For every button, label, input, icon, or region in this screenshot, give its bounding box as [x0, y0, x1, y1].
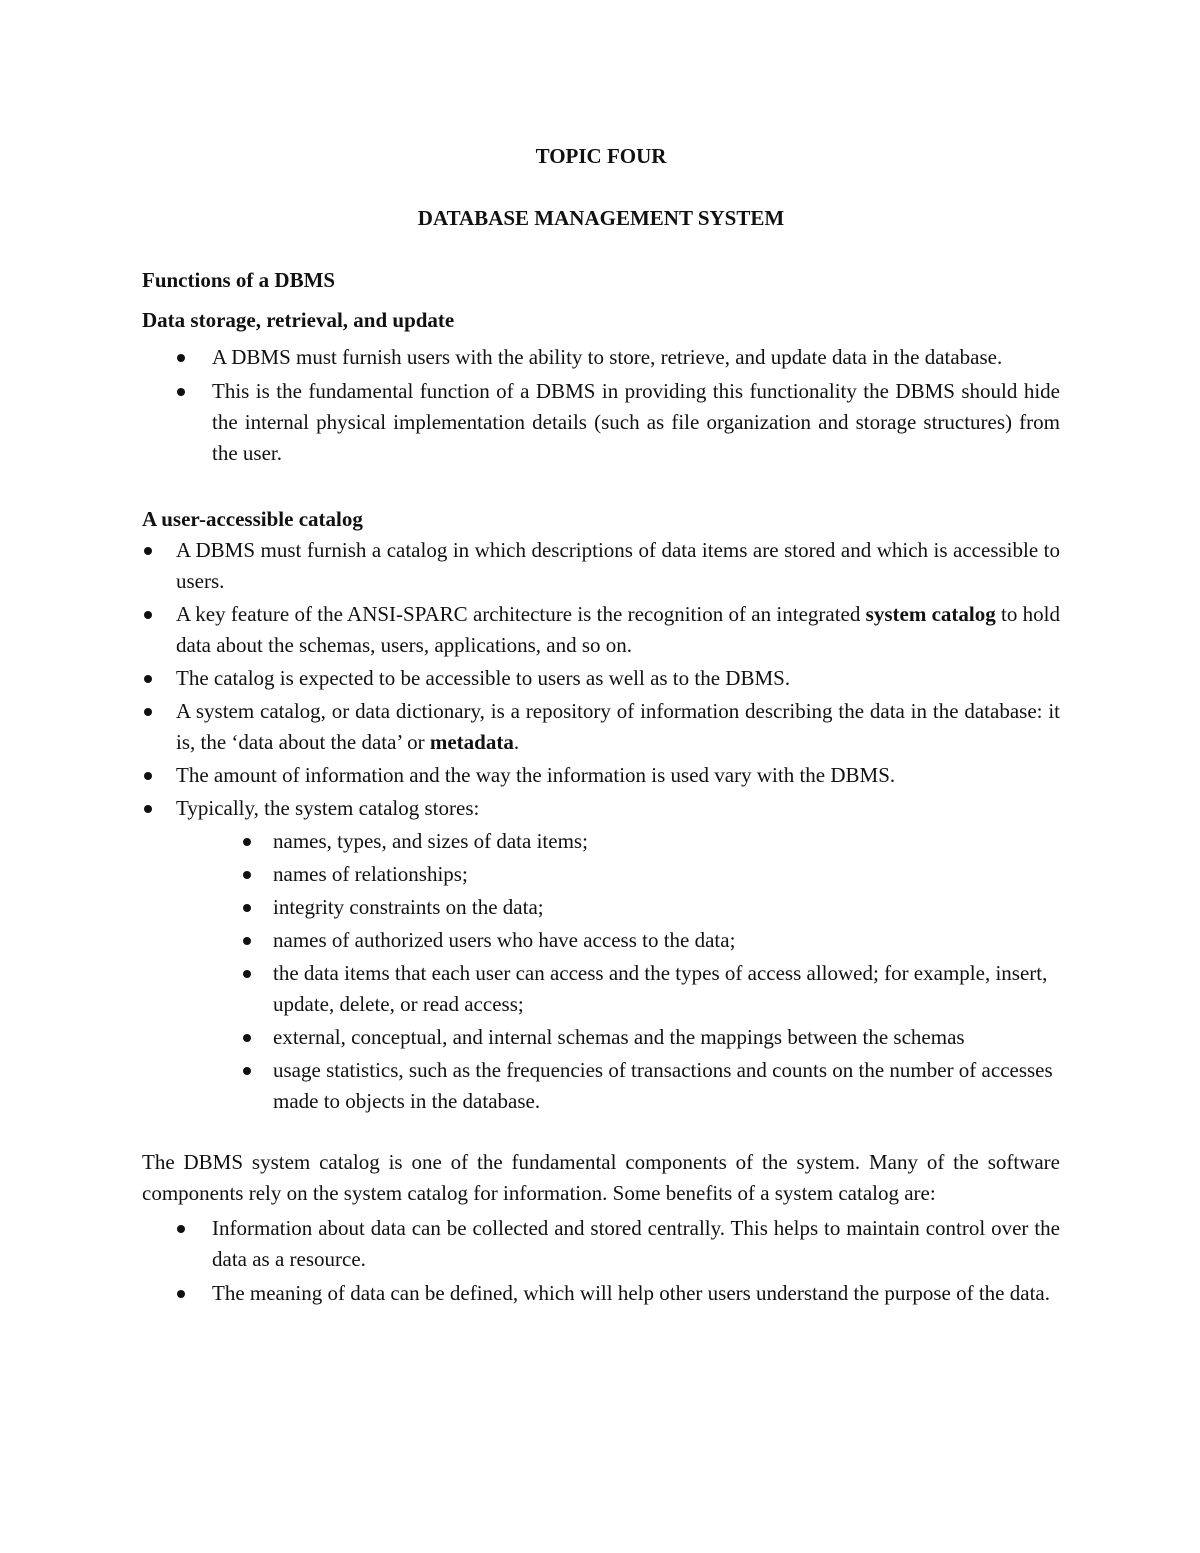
list-item: The meaning of data can be defined, which will help other users understand the purpose of the data.	[212, 1278, 1060, 1309]
list-item: This is the fundamental function of a DBMS in providing this functionality the DBMS should hide the internal physical implementation details (such as file organization and storage structures) from the user.	[212, 376, 1060, 469]
list-item-text: A key feature of the ANSI-SPARC architecture is the recognition of an integrated	[176, 602, 866, 626]
catalog-stores-list	[142, 826, 1060, 1117]
bold-term: system catalog	[865, 602, 996, 626]
list-item: the data items that each user can access and the types of access allowed; for example, insert, update, delete, or read access;	[273, 958, 1060, 1020]
document-body	[142, 140, 1060, 1312]
section-heading-storage: Data storage, retrieval, and update	[142, 308, 455, 332]
benefits-list	[142, 1213, 1060, 1309]
list-item: usage statistics, such as the frequencies of transactions and counts on the number of accesses made to objects in the database.	[273, 1055, 1060, 1117]
list-item	[176, 599, 1060, 661]
list-item: The catalog is expected to be accessible to users as well as to the DBMS.	[176, 663, 1060, 694]
document-subtitle: DATABASE MANAGEMENT SYSTEM	[417, 206, 785, 230]
list-item: names, types, and sizes of data items;	[273, 826, 1060, 857]
list-item: names of relationships;	[273, 859, 1060, 890]
section-heading-catalog: A user-accessible catalog	[142, 507, 363, 531]
benefits-paragraph: The DBMS system catalog is one of the fundamental components of the system. Many of the software components rely on the system catalog for information. Some benefits of a system catalog are:	[142, 1150, 1060, 1205]
catalog-list	[142, 535, 1060, 824]
list-item: Typically, the system catalog stores:	[176, 793, 1060, 824]
list-item: Information about data can be collected and stored centrally. This helps to maintain control over the data as a resource.	[212, 1213, 1060, 1275]
list-item: integrity constraints on the data;	[273, 892, 1060, 923]
list-item-text: .	[513, 730, 520, 754]
list-item: A DBMS must furnish users with the ability to store, retrieve, and update data in the database.	[212, 342, 1060, 373]
document-title: TOPIC FOUR	[535, 144, 667, 168]
storage-list	[142, 342, 1060, 469]
list-item: The amount of information and the way the information is used vary with the DBMS.	[176, 760, 1060, 791]
list-item	[176, 696, 1060, 758]
list-item: external, conceptual, and internal schemas and the mappings between the schemas	[273, 1022, 1060, 1053]
bold-term: metadata	[429, 730, 514, 754]
list-item-text: A system catalog, or data dictionary, is a repository of information describing the data in the database: it is, the ‘data about the data’ or	[176, 699, 1060, 754]
list-item: names of authorized users who have access to the data;	[273, 925, 1060, 956]
list-item: A DBMS must furnish a catalog in which descriptions of data items are stored and which is accessible to users.	[176, 535, 1060, 597]
section-heading-functions: Functions of a DBMS	[142, 268, 336, 292]
list-item-text: to hold data about the schemas, users, applications, and so on.	[176, 602, 1060, 657]
